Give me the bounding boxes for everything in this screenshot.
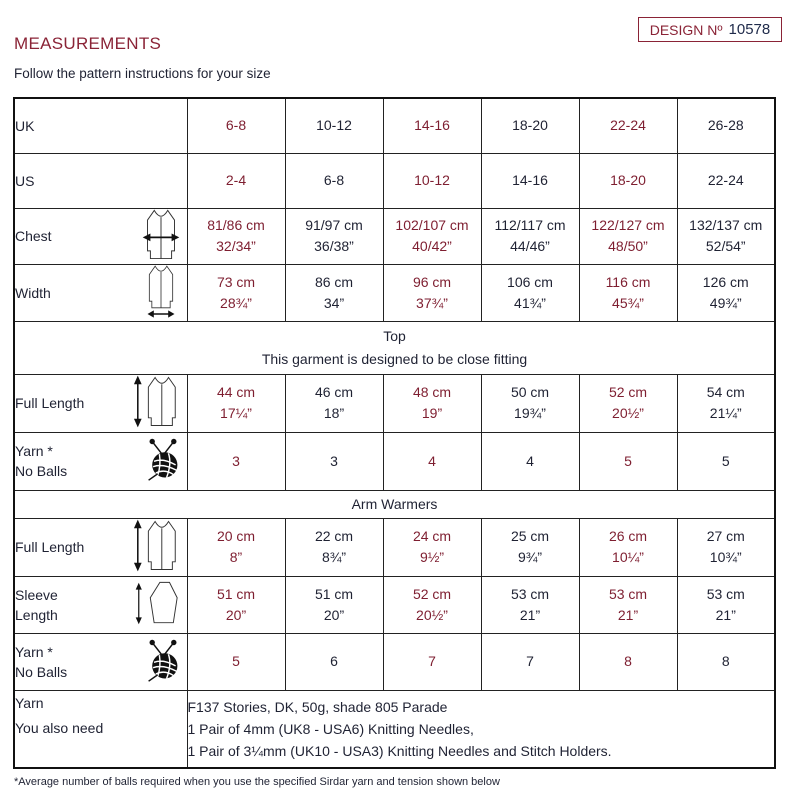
needles-line-1: 1 Pair of 4mm (UK8 - USA6) Knitting Needles, xyxy=(187,720,474,737)
table-row-chest xyxy=(14,208,775,264)
measurement-cell: 96 cm 37¾” xyxy=(383,264,481,321)
needles-line-2: 1 Pair of 3¼mm (UK10 - USA3) Knitting Needles and Stitch Holders. xyxy=(187,742,612,759)
measurement-cell: 53 cm 21” xyxy=(481,576,579,633)
section-header-arm-warmers xyxy=(14,490,775,518)
yarn-description: F137 Stories, DK, 50g, shade 805 Parade xyxy=(187,698,448,715)
ball-count-cell: 8 xyxy=(677,633,775,690)
sleeve-length-icon xyxy=(133,579,181,630)
measurement-cell: 132/137 cm 52/54” xyxy=(677,208,775,264)
size-cell: 2-4 xyxy=(187,153,285,208)
measurement-cell: 106 cm 41¾” xyxy=(481,264,579,321)
measurement-cell: 126 cm 49¾” xyxy=(677,264,775,321)
size-cell: 10-12 xyxy=(383,153,481,208)
page-title: MEASUREMENTS xyxy=(14,34,162,53)
garment-length-icon xyxy=(133,375,181,432)
size-cell: 18-20 xyxy=(481,98,579,153)
garment-chest-icon xyxy=(141,209,181,264)
table-row-uk xyxy=(14,98,775,153)
ball-count-cell: 8 xyxy=(579,633,677,690)
measurement-cell: 116 cm 45¾” xyxy=(579,264,677,321)
section-header-top xyxy=(14,321,775,374)
ball-count-cell: 3 xyxy=(187,432,285,490)
section-title-arm-warmers: Arm Warmers xyxy=(14,490,775,518)
yarn-ball-needles-icon xyxy=(145,438,181,485)
ball-count-cell: 3 xyxy=(285,432,383,490)
ball-count-cell: 4 xyxy=(383,432,481,490)
ball-count-cell: 5 xyxy=(677,432,775,490)
table-row-sleeve-length xyxy=(14,576,775,633)
ball-count-cell: 5 xyxy=(187,633,285,690)
table-row-us xyxy=(14,153,775,208)
section-title xyxy=(14,321,775,374)
size-cell: 22-24 xyxy=(677,153,775,208)
table-row-full-length-top xyxy=(14,374,775,432)
footnote: *Average number of balls required when you use the specified Sirdar yarn and tension shown below xyxy=(14,776,500,788)
measurement-cell: 44 cm 17¼” xyxy=(187,374,285,432)
measurement-cell: 51 cm 20” xyxy=(285,576,383,633)
measurement-cell: 50 cm 19¾” xyxy=(481,374,579,432)
ball-count-cell: 4 xyxy=(481,432,579,490)
measurement-cell: 24 cm 9½” xyxy=(383,518,481,576)
table-row-yarn-balls-arm-warmers xyxy=(14,633,775,690)
section-note: This garment is designed to be close fitting xyxy=(261,350,528,367)
size-cell: 10-12 xyxy=(285,98,383,153)
garment-length-icon xyxy=(133,519,181,576)
measurement-cell: 27 cm 10¾” xyxy=(677,518,775,576)
row-label: Sleeve Length xyxy=(14,576,187,633)
measurement-cell: 122/127 cm 48/50” xyxy=(579,208,677,264)
design-number-badge xyxy=(638,17,782,42)
row-label: Chest xyxy=(14,208,187,264)
measurement-cell: 51 cm 20” xyxy=(187,576,285,633)
size-cell: 14-16 xyxy=(481,153,579,208)
measurement-cell: 52 cm 20½” xyxy=(383,576,481,633)
measurement-cell: 25 cm 9¾” xyxy=(481,518,579,576)
section-title-top: Top xyxy=(383,327,406,344)
measurement-cell: 52 cm 20½” xyxy=(579,374,677,432)
measurement-cell: 26 cm 10¼” xyxy=(579,518,677,576)
materials-details xyxy=(187,690,775,768)
measurement-cell: 112/117 cm 44/46” xyxy=(481,208,579,264)
measurement-cell: 102/107 cm 40/42” xyxy=(383,208,481,264)
design-number: 10578 xyxy=(728,21,771,38)
size-cell: 22-24 xyxy=(579,98,677,153)
measurement-cell: 81/86 cm 32/34” xyxy=(187,208,285,264)
table-row-width xyxy=(14,264,775,321)
row-label: US xyxy=(14,153,187,208)
ball-count-cell: 6 xyxy=(285,633,383,690)
ball-count-cell: 7 xyxy=(481,633,579,690)
row-label: Yarn * No Balls xyxy=(14,633,187,690)
measurement-cell: 48 cm 19” xyxy=(383,374,481,432)
table-row-full-length-arm-warmers xyxy=(14,518,775,576)
measurement-cell: 53 cm 21” xyxy=(579,576,677,633)
size-cell: 6-8 xyxy=(285,153,383,208)
row-label: Full Length xyxy=(14,374,187,432)
measurement-cell: 20 cm 8” xyxy=(187,518,285,576)
table-row-materials xyxy=(14,690,775,768)
materials-labels xyxy=(14,690,187,768)
measurement-cell: 73 cm 28¾” xyxy=(187,264,285,321)
table-row-yarn-balls-top xyxy=(14,432,775,490)
size-cell: 26-28 xyxy=(677,98,775,153)
measurement-cell: 53 cm 21” xyxy=(677,576,775,633)
measurement-cell: 46 cm 18” xyxy=(285,374,383,432)
measurements-table xyxy=(13,97,776,769)
measurement-cell: 54 cm 21¼” xyxy=(677,374,775,432)
yarn-label: Yarn xyxy=(15,695,44,712)
yarn-ball-needles-icon xyxy=(145,638,181,685)
row-label: Yarn * No Balls xyxy=(14,432,187,490)
design-label: DESIGN Nº xyxy=(649,21,723,38)
row-label: Width xyxy=(14,264,187,321)
subtitle: Follow the pattern instructions for your size xyxy=(14,66,271,81)
garment-width-icon xyxy=(141,264,181,321)
size-cell: 14-16 xyxy=(383,98,481,153)
size-cell: 18-20 xyxy=(579,153,677,208)
measurement-cell: 22 cm 8¾” xyxy=(285,518,383,576)
also-need-label: You also need xyxy=(15,720,104,737)
measurement-cell: 91/97 cm 36/38” xyxy=(285,208,383,264)
ball-count-cell: 5 xyxy=(579,432,677,490)
measurement-cell: 86 cm 34” xyxy=(285,264,383,321)
size-cell: 6-8 xyxy=(187,98,285,153)
row-label: UK xyxy=(14,98,187,153)
ball-count-cell: 7 xyxy=(383,633,481,690)
row-label: Full Length xyxy=(14,518,187,576)
